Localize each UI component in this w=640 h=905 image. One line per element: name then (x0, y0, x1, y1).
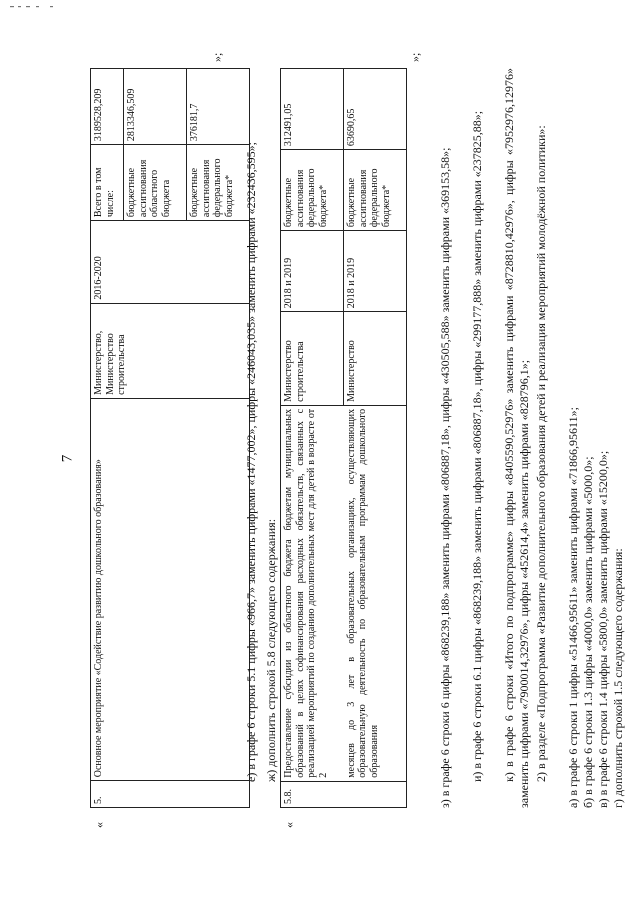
table2-source-1: бюджетные ассигнования федерального бюджета* (281, 150, 344, 231)
paragraph-e: е) в графе 6 строки 5.1 цифры «966,7» заменить цифрами «1477,002», цифры «246043,035» заменить цифрами «232436,595»; (244, 141, 258, 782)
table2-measure-name-part1: Предоставление субсидии из областного бюджета бюджетам муниципальных образований в целях софинансирования расходных обязательств, связанных с реализацией мероприятий по созданию дополнительных мест для детей в возрасте от 2 (281, 405, 344, 781)
paragraph-b: б) в графе 6 строки 1.3 цифры «4000,0» заменить цифрами «5000,0»; (581, 456, 595, 808)
table2-value-2: 63690,65 (344, 69, 407, 150)
table2-row-number: 5.8. (281, 781, 407, 807)
table1-value-regional: 2813346,509 (124, 69, 187, 144)
table2-executor-1: Министерство строительства (281, 312, 344, 406)
table1-source-federal: бюджетные ассигнования федерального бюджета* (189, 158, 235, 218)
table2-close-quote: »; (408, 52, 422, 62)
paragraph-a: а) в графе 6 строки 1 цифры «51466,95611» заменить цифрами «71866,95611»; (566, 407, 580, 808)
page-number: 7 (59, 454, 76, 463)
table1-source-regional: бюджетные ассигнования областного бюджета (124, 145, 187, 220)
table2-period-2: 2018 и 2019 (344, 231, 407, 312)
table1-executor: Министерство, Министерство строительства (91, 303, 250, 398)
table1-row-number: 5. (91, 781, 250, 808)
paragraph-i: и) в графе 6 строки 6.1 цифры «868239,188» заменить цифрами «806887,18», цифры «299177,888» заменить цифрами «237825,88»; (470, 110, 484, 782)
table2-open-quote: « (282, 822, 296, 828)
table-row-5 (90, 68, 250, 808)
table2-measure-name-part2: месяцев до 3 лет в образовательных организациях, осуществляющих образовательную деятельность по образовательным программам дошкольного образования (344, 405, 407, 781)
paragraph-v: в) в графе 6 строки 1.4 цифры «5800,0» заменить цифрами «15200,0»; (596, 450, 610, 808)
table2-value-1: 312491,05 (281, 69, 344, 150)
table1-close-quote: »; (210, 52, 224, 62)
paragraph-z: з) в графе 6 строки 6 цифры «868239,188» заменить цифрами «806887,18», цифры «430505,588» заменить цифрами «369153,58»; (438, 147, 452, 808)
table2-source-2: бюджетные ассигнования федерального бюджета* (344, 150, 407, 231)
table1-value-federal: 376181,7 (189, 103, 200, 142)
scan-artifact-marks (10, 4, 70, 10)
rotated-document-body (50, 48, 625, 838)
table-row-5-8 (280, 68, 407, 808)
paragraph-k: к) в графе 6 строки «Итого по подпрограмме» цифры «8405590,52976» заменить цифрами «8728810,42976», цифры «7952976,12976» заменить цифрами «7900014,32976», цифры «452614,4» заменить цифрами «828796,1»; (502, 68, 531, 808)
paragraph-2: 2) в разделе «Подпрограмма «Развитие дополнительного образования детей и реализация мероприятий молодёжной политики»: (534, 125, 548, 782)
table2-period-1: 2018 и 2019 (281, 231, 344, 312)
table1-period: 2016-2020 (91, 221, 250, 303)
table1-value-cell (91, 69, 250, 145)
table1-source-total: Всего в том числе: (91, 145, 124, 220)
table1-source-cell (91, 145, 250, 221)
table2-executor-2: Министерство (344, 312, 407, 406)
paragraph-g: г) дополнить строкой 1.5 следующего содержания: (611, 548, 625, 808)
table1-open-quote: « (92, 822, 106, 828)
paragraph-zh: ж) дополнить строкой 5.8 следующего содержания: (264, 518, 278, 782)
table1-measure-name: Основное мероприятие «Содействие развитию дошкольного образования» (91, 398, 250, 780)
table1-value-total: 3189528,209 (91, 69, 124, 144)
